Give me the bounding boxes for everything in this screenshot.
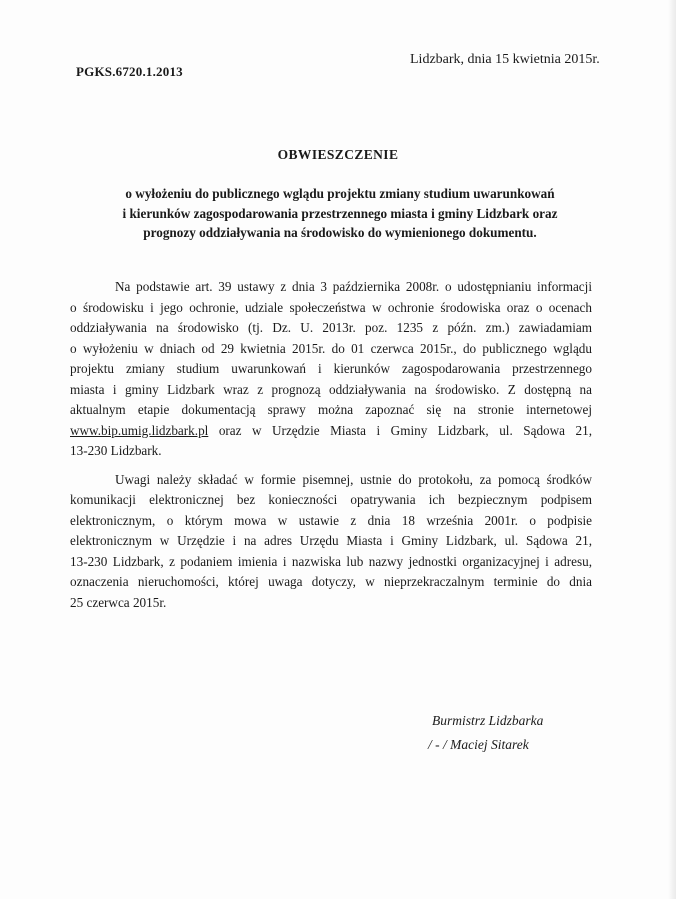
text-line: miasta i gminy Lidzbark wraz z prognozą oddziaływania na środowisko. Z dostępną na — [70, 381, 592, 397]
document-title: OBWIESZCZENIE — [277, 147, 399, 162]
text-line: o wyłożeniu w dniach od 29 kwietnia 2015r. do 01 czerwca 2015r., do publicznego wglądu — [70, 340, 592, 356]
text-line: Na podstawie art. 39 ustawy z dnia 3 października 2008r. o udostępnianiu informacji — [115, 279, 592, 294]
text-line: 13-230 Lidzbark. — [70, 443, 162, 458]
subtitle-line: prognozy oddziaływania na środowisko do wymienionego dokumentu. — [143, 225, 537, 240]
signature-name: / - / Maciej Sitarek — [428, 737, 529, 752]
paragraph-announcement — [70, 277, 592, 462]
subtitle-line: o wyłożeniu do publicznego wglądu projektu zmiany studium uwarunkowań — [125, 186, 555, 201]
paragraph-comments — [70, 470, 592, 614]
text-line: o środowisku i jego ochronie, udziale społeczeństwa w ochronie środowiska oraz o ocenach — [70, 299, 592, 315]
subtitle-line: i kierunków zagospodarowania przestrzennego miasta i gminy Lidzbark oraz — [122, 205, 558, 221]
text-line: Uwagi należy składać w formie pisemnej, ustnie do protokołu, za pomocą środków — [115, 471, 592, 487]
text-after-link: oraz w Urzędzie Miasta i Gminy Lidzbark, ul. Sądowa 21, — [208, 422, 592, 438]
text-line: oznaczenia nieruchomości, której uwaga dotyczy, w nieprzekraczalnym terminie do dnia — [70, 574, 592, 589]
document-subtitle — [70, 184, 610, 243]
text-line: komunikacji elektronicznej bez konieczności opatrywania ich bezpiecznym podpisem — [70, 492, 592, 507]
document-body — [70, 277, 592, 613]
text-line: 25 czerwca 2015r. — [70, 594, 167, 610]
text-line: projektu zmiany studium uwarunkowań i kierunków zagospodarowania przestrzennego — [70, 361, 592, 376]
signature-title: Burmistrz Lidzbarka — [432, 713, 544, 728]
text-line: elektronicznym, o którym mowa w ustawie z dnia 18 września 2001r. o podpisie — [70, 512, 592, 528]
bip-website-link[interactable]: www.bip.umig.lidzbark.pl — [70, 422, 209, 438]
text-line: oddziaływania na środowisko (tj. Dz. U. 2013r. poz. 1235 z późn. zm.) zawiadamiam — [70, 320, 592, 335]
text-line: 13-230 Lidzbark, z podaniem imienia i nazwiska lub nazwy jednostki organizacyjnej i adresu, — [70, 553, 592, 569]
place-and-date: Lidzbark, dnia 15 kwietnia 2015r. — [410, 52, 600, 67]
text-line-with-link — [70, 421, 592, 442]
page-edge-shadow — [668, 0, 676, 899]
text-line: elektronicznym w Urzędzie i na adres Urzędu Miasta i Gminy Lidzbark, ul. Sądowa 21, — [70, 533, 592, 548]
text-line: aktualnym etapie dokumentacją sprawy można zapoznać się na stronie internetowej — [70, 402, 592, 417]
reference-number: PGKS.6720.1.2013 — [76, 64, 183, 79]
